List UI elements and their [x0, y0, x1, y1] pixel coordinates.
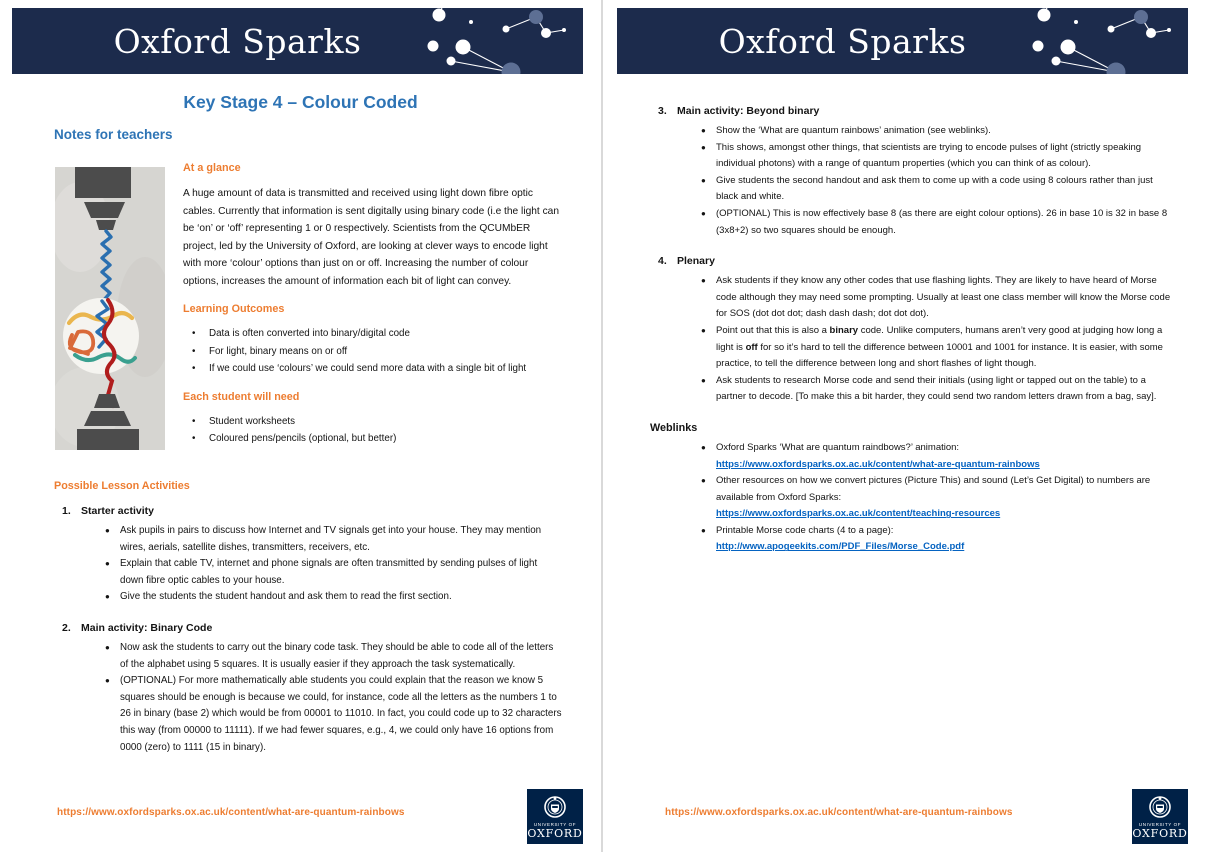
list-item: ● Ask students if they know any other codes that use flashing lights. They are likely to have heard of Morse code although they may need some prompting. Usually at least one class member will know the Morse code for SOS (dot dot dot; dash dash dash; dot dot dot). — [701, 273, 1172, 323]
bullet-icon: ● — [701, 142, 706, 152]
oxford-sparks-banner — [617, 8, 1188, 74]
bullet-icon: ● — [105, 559, 110, 569]
activities-section — [650, 104, 1172, 556]
activity-number: 3. — [658, 105, 667, 117]
list-item: ● This shows, amongst other things, that scientists are trying to encode pulses of light (strictly speaking individual photons) with a range of quantum properties (which you can think of as colour). — [701, 140, 1172, 173]
list-item: • Data is often converted into binary/digital code — [183, 325, 561, 343]
list-item: ● Give students the second handout and ask them to come up with a code using 8 colours rather than just black and white. — [701, 173, 1172, 206]
activity-title: Main activity: Binary Code — [81, 621, 213, 634]
bullet-icon: ● — [105, 592, 110, 602]
lesson-illustration — [55, 167, 165, 450]
activity-2 — [54, 621, 562, 756]
activities-section — [54, 504, 562, 771]
possible-lesson-activities-heading: Possible Lesson Activities — [54, 480, 190, 492]
bullet-icon: • — [192, 415, 196, 427]
bullet-icon: • — [192, 328, 196, 339]
oxford-university-logo — [1132, 789, 1188, 844]
learning-outcomes-list — [183, 325, 561, 378]
bullet-icon: ● — [105, 676, 110, 686]
activity-3 — [650, 104, 1172, 239]
page-divider — [601, 0, 603, 852]
list-item: ● (OPTIONAL) For more mathematically able students you could explain that the reason we know 5 squares should be enough is because we could, for instance, code all the letters as the numbers 1 to 26 in binary (base 2) which would be from 00001 to 11010. In fact, you could code up to 32 characters this way (from 00000 to 11111). If we had fewer squares, e.g., 4, we could only have 16 options from 0000 (zero) to 1111 (15 in binary). — [105, 673, 562, 756]
list-item: • Student worksheets — [183, 413, 561, 431]
list-item: • Coloured pens/pencils (optional, but better) — [183, 430, 561, 448]
page-title: Key Stage 4 – Colour Coded — [183, 92, 418, 112]
constellation-icon — [398, 8, 583, 74]
at-a-glance-heading: At a glance — [183, 162, 241, 174]
logo-oxford: OXFORD — [527, 827, 583, 840]
logo-oxford: OXFORD — [1132, 827, 1188, 840]
bullet-icon: ● — [701, 276, 706, 286]
at-a-glance-column — [183, 162, 561, 448]
weblinks-heading: Weblinks — [650, 421, 698, 434]
oxford-university-logo — [527, 789, 583, 844]
bullet-icon: • — [192, 345, 196, 357]
bullet-icon: • — [192, 433, 196, 444]
list-item: ● Printable Morse code charts (4 to a page): http://www.apogeekits.com/PDF_Files/Morse_Code.pdf — [701, 523, 1172, 556]
notes-for-teachers-heading: Notes for teachers — [54, 127, 173, 142]
bullet-icon: ● — [701, 476, 706, 486]
list-item: • If we could use ‘colours’ we could send more data with a single bit of light — [183, 360, 561, 378]
constellation-icon — [1003, 8, 1188, 74]
bullet-icon: ● — [701, 208, 706, 218]
bullet-icon: ● — [701, 126, 706, 135]
list-item: ● Oxford Sparks ‘What are quantum raindbows?’ animation: https://www.oxfordsparks.ox.ac.uk/content/what-are-quantum-rainbows — [701, 440, 1172, 473]
bullet-icon: ● — [701, 325, 706, 335]
activity-4 — [650, 254, 1172, 406]
at-a-glance-text: A huge amount of data is transmitted and received using light down fibre optic cables. Currently that information is sent digitally using binary code (i.e the light can be ‘on’ or ‘off’ representing 1 or 0 respectively. Scientists from the QCUMbER project, led by the University of Oxford, are looking at clever ways to encode light with more ‘colour’ options than just on or off. Increasing the number of colour options, increases the amount of information each bit of light can convey. — [183, 188, 559, 287]
activity-title: Starter activity — [81, 505, 154, 517]
weblink-quantum-rainbows[interactable]: https://www.oxfordsparks.ox.ac.uk/content/what-are-quantum-rainbows — [716, 458, 1040, 470]
bullet-icon: ● — [105, 642, 110, 652]
list-item: ● Explain that cable TV, internet and phone signals are often transmitted by sending pulses of light down fibre optic cables to your house. — [105, 556, 562, 589]
footer-url-link[interactable]: https://www.oxfordsparks.ox.ac.uk/content/what-are-quantum-rainbows — [57, 807, 405, 818]
bullet-icon: • — [192, 363, 196, 374]
list-item: ● Now ask the students to carry out the binary code task. They should be able to code all of the letters of the alphabet using 5 squares. It is usually easier if they approach the task systematically. — [105, 640, 562, 673]
activity-number: 4. — [658, 255, 667, 268]
brand-title: Oxford Sparks — [718, 21, 967, 61]
page-1 — [0, 0, 601, 852]
logo-university-of: UNIVERSITY OF — [533, 822, 577, 827]
bullet-icon: ● — [701, 442, 706, 452]
bullet-icon: ● — [701, 525, 706, 535]
bullet-icon: ● — [701, 375, 706, 385]
learning-outcomes-heading: Learning Outcomes — [183, 303, 285, 315]
activity-title: Plenary — [677, 255, 715, 268]
weblink-morse-code-pdf[interactable]: http://www.apogeekits.com/PDF_Files/Morse_Code.pdf — [716, 541, 965, 553]
list-item: ● Other resources on how we convert pictures (Picture This) and sound (Let’s Get Digital) to numbers are available from Oxford Sparks: https://www.oxfordsparks.ox.ac.uk/content/teaching-resources — [701, 473, 1172, 523]
logo-university-of: UNIVERSITY OF — [1138, 822, 1182, 827]
list-item: ● Ask students to research Morse code and send their initials (using light or tapped out on the table) to a partner to decode. [To make this a bit harder, they could send two random letters drawn from a bag, say]. — [701, 373, 1172, 406]
list-item: ● Point out that this is also a binary code. Unlike computers, humans aren’t very good at judging how long a light is off for so it’s hard to tell the difference between 10001 and 1001 for instance. It is easier, with some practice, to tell the difference between long and short flashes of light though. — [701, 323, 1172, 373]
list-item: ● Ask pupils in pairs to discuss how Internet and TV signals get into your house. They may mention wires, aerials, satellite dishes, transmitters, receivers, etc. — [105, 523, 562, 556]
oxford-sparks-banner — [12, 8, 583, 74]
brand-title: Oxford Sparks — [113, 21, 362, 61]
page-2 — [605, 0, 1206, 852]
each-student-heading: Each student will need — [183, 390, 300, 403]
list-item: ● Give the students the student handout and ask them to read the first section. — [105, 589, 562, 606]
weblinks-list — [650, 440, 1172, 556]
list-item: ● (OPTIONAL) This is now effectively base 8 (as there are eight colour options). 26 in base 10 is 32 in base 8 (3x8+2) so two squares should be enough. — [701, 206, 1172, 239]
list-item: ● Show the ‘What are quantum rainbows’ animation (see weblinks). — [701, 123, 1172, 140]
list-item: • For light, binary means on or off — [183, 343, 561, 361]
activity-number: 1. — [62, 505, 71, 517]
activity-number: 2. — [62, 621, 71, 634]
activity-title: Main activity: Beyond binary — [677, 105, 820, 117]
oxford-crest-icon — [543, 796, 567, 821]
bullet-icon: ● — [701, 175, 706, 185]
oxford-crest-icon — [1148, 796, 1172, 821]
each-student-list — [183, 413, 561, 448]
bullet-icon: ● — [105, 526, 110, 535]
activity-1 — [54, 504, 562, 606]
footer-url-link[interactable]: https://www.oxfordsparks.ox.ac.uk/content/what-are-quantum-rainbows — [665, 807, 1013, 818]
weblink-teaching-resources[interactable]: https://www.oxfordsparks.ox.ac.uk/content/teaching-resources — [716, 508, 1001, 520]
